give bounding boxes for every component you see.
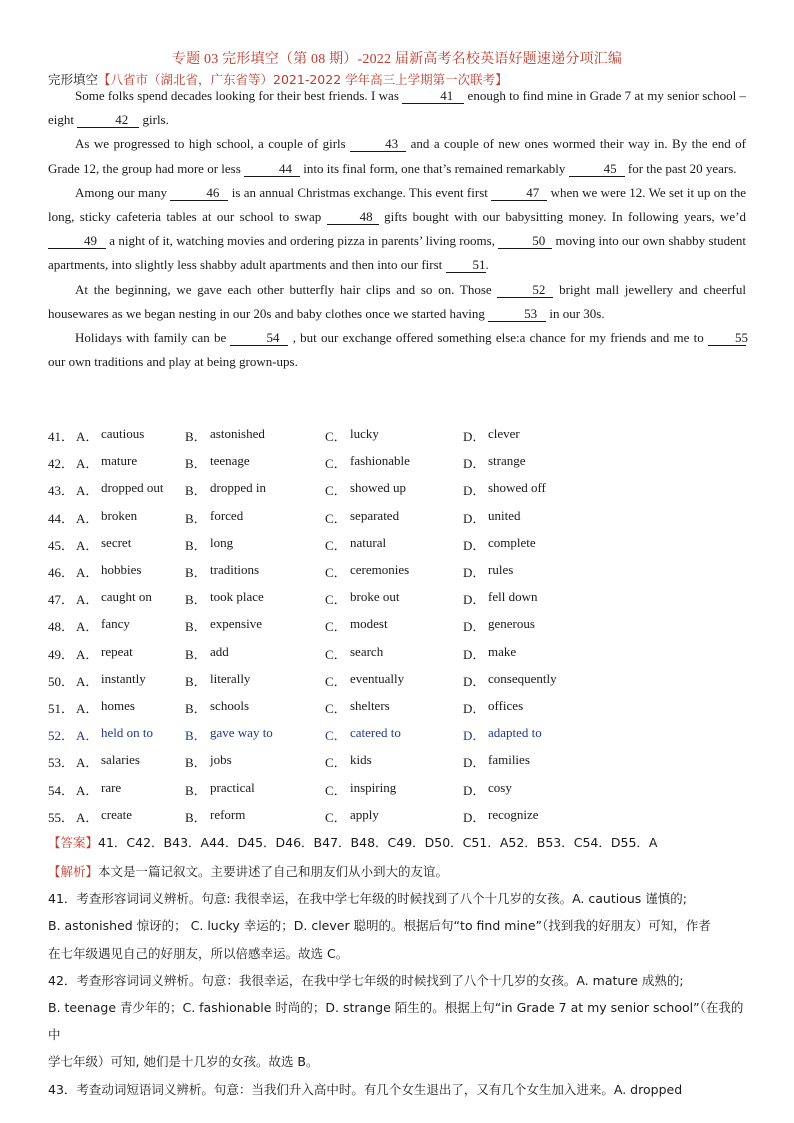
option-letter: D． — [463, 809, 486, 825]
option-c — [325, 480, 463, 499]
option-letter: D． — [463, 728, 486, 744]
option-a — [48, 671, 185, 690]
option-text: took place — [210, 589, 264, 605]
passage-text: Some folks spend decades looking for their best friends. I was — [75, 88, 399, 103]
option-a — [48, 535, 185, 554]
option-letter: A． — [76, 700, 99, 716]
paragraph-1 — [48, 84, 746, 132]
option-letter: B． — [185, 537, 207, 553]
question-number: 45． — [48, 537, 75, 553]
option-b — [185, 644, 325, 663]
question-number: 50． — [48, 673, 75, 689]
passage-text: into its final form, one that’s remained remarkably — [303, 160, 566, 176]
option-letter: B． — [185, 809, 207, 825]
option-text: showed up — [350, 480, 406, 496]
option-text: strange — [488, 453, 526, 469]
option-a — [48, 807, 185, 826]
page-title: 专题 03 完形填空（第 08 期）-2022 届新高考名校英语好题速递分项汇编 — [171, 52, 623, 67]
passage-text: a night of it, watching movies and ordering pizza in parents’ living rooms, — [109, 233, 495, 249]
option-a — [48, 644, 185, 663]
blank-49: 49 — [48, 234, 106, 249]
option-text: long — [210, 534, 234, 550]
option-letter: C． — [325, 755, 347, 771]
option-letter: C． — [325, 456, 347, 472]
option-text: showed off — [488, 480, 546, 496]
option-c — [325, 752, 463, 771]
option-row — [48, 449, 746, 476]
question-number: 47． — [48, 592, 75, 608]
option-text: adapted to — [488, 725, 542, 741]
passage-text: , but our exchange offered something else:a chance for my friends and me to — [292, 330, 704, 346]
blank-47: 47 — [491, 186, 547, 201]
question-number: 51． — [48, 700, 75, 716]
option-letter: D． — [463, 429, 486, 445]
analysis-line: 42．考查形容词词义辨析。句意：我很幸运，在我中学七年级的时候找到了八个十几岁的女孩。A. mature 成熟的; — [48, 972, 684, 988]
option-row — [48, 476, 746, 503]
option-d — [463, 616, 663, 635]
passage-text: for the past 20 years. — [627, 160, 737, 176]
option-text: create — [101, 806, 133, 822]
question-number: 49． — [48, 646, 75, 662]
analysis-line: B. astonished 惊讶的； C. lucky 幸运的；D. clever 聪明的。根据后句“to find mine”（找到我的好朋友）可知，作者 — [48, 918, 711, 934]
option-d — [463, 480, 663, 499]
option-b — [185, 616, 325, 635]
option-text: schools — [210, 697, 249, 713]
blank-44: 44 — [244, 162, 300, 177]
option-text: offices — [488, 697, 524, 713]
option-letter: C． — [325, 565, 347, 581]
paragraph-3 — [48, 181, 746, 278]
option-text: apply — [350, 806, 379, 822]
option-text: instantly — [101, 670, 146, 686]
option-text: held on to — [101, 725, 153, 741]
question-number: 44． — [48, 510, 75, 526]
option-letter: B． — [185, 673, 207, 689]
blank-46: 46 — [170, 186, 228, 201]
blank-55: 55 — [708, 331, 746, 346]
option-letter: A． — [76, 782, 99, 798]
option-letter: D． — [463, 755, 486, 771]
option-d — [463, 807, 663, 826]
option-letter: A． — [76, 809, 99, 825]
option-c — [325, 535, 463, 554]
section-label: 完形填空 — [48, 72, 99, 87]
option-text: salaries — [101, 752, 140, 768]
option-b — [185, 807, 325, 826]
option-letter: A． — [76, 537, 99, 553]
option-c — [325, 807, 463, 826]
option-letter: D． — [463, 619, 486, 635]
option-text: gave way to — [210, 725, 273, 741]
option-text: make — [488, 643, 517, 659]
option-letter: D． — [463, 592, 486, 608]
option-text: separated — [350, 507, 400, 523]
option-letter: B． — [185, 700, 207, 716]
option-letter: D． — [463, 565, 486, 581]
option-d — [463, 426, 663, 445]
analysis-line: B. teenage 青少年的；C. fashionable 时尚的；D. strange 陌生的。根据上句“in Grade 7 at my senior school”（在我的中 — [48, 1000, 744, 1043]
option-text: fancy — [101, 616, 130, 632]
option-text: ceremonies — [350, 562, 410, 578]
option-a — [48, 480, 185, 499]
option-letter: D． — [463, 646, 486, 662]
option-letter: A． — [76, 483, 99, 499]
option-text: cautious — [101, 426, 145, 442]
option-text: united — [488, 507, 521, 523]
option-b — [185, 426, 325, 445]
option-letter: C． — [325, 646, 347, 662]
passage-text: Holidays with family can be — [75, 330, 227, 346]
option-text: secret — [101, 534, 132, 550]
option-b — [185, 562, 325, 581]
option-letter: D． — [463, 456, 486, 472]
option-letter: D． — [463, 782, 486, 798]
option-a — [48, 752, 185, 771]
option-b — [185, 752, 325, 771]
option-b — [185, 725, 325, 744]
question-number: 54． — [48, 782, 75, 798]
option-text: mature — [101, 453, 138, 469]
analysis-line: 学七年级）可知, 她们是十几岁的女孩。故选 B。 — [48, 1054, 319, 1070]
option-c — [325, 780, 463, 799]
option-letter: A． — [76, 592, 99, 608]
option-letter: B． — [185, 728, 207, 744]
question-number: 41． — [48, 429, 75, 445]
option-letter: A． — [76, 646, 99, 662]
option-letter: D． — [463, 537, 486, 553]
passage-text: moving into our own shabby student apartments, into slightly less shabby adult apartments and then into our first — [48, 233, 746, 273]
passage-text: our own traditions and play at being grown-ups. — [48, 354, 298, 370]
analysis-tag: 【解析】 — [48, 864, 99, 879]
analysis-line: 在七年级遇见自己的好朋友，所以倍感幸运。故选 C。 — [48, 945, 349, 961]
blank-51: 51 — [446, 258, 486, 273]
blank-54: 54 — [230, 331, 288, 346]
option-letter: B． — [185, 429, 207, 445]
option-letter: D． — [463, 483, 486, 499]
option-letter: D． — [463, 700, 486, 716]
option-letter: A． — [76, 510, 99, 526]
option-c — [325, 698, 463, 717]
option-text: shelters — [350, 697, 390, 713]
option-text: dropped in — [210, 480, 266, 496]
option-letter: A． — [76, 755, 99, 771]
option-text: hobbies — [101, 562, 142, 578]
option-b — [185, 453, 325, 472]
option-text: search — [350, 643, 384, 659]
analysis-line: 41．考查形容词词义辨析。句意: 我很幸运，在我中学七年级的时候找到了八个十几岁的女孩。A. cautious 谨慎的; — [48, 891, 687, 907]
passage-text: As we progressed to high school, a couple of girls — [75, 136, 346, 152]
option-b — [185, 508, 325, 527]
option-text: modest — [350, 616, 388, 632]
option-text: traditions — [210, 562, 260, 578]
blank-45: 45 — [569, 162, 625, 177]
option-d — [463, 453, 663, 472]
passage-text: in our 30s. — [549, 305, 605, 321]
option-a — [48, 698, 185, 717]
blank-43: 43 — [350, 137, 406, 152]
passage-text: bright mall jewellery and cheerful housewares as we began nesting in our 20s and baby clothes once we started having — [48, 281, 747, 321]
option-letter: A． — [76, 619, 99, 635]
option-d — [463, 671, 663, 690]
option-text: lucky — [350, 426, 379, 442]
option-letter: C． — [325, 537, 347, 553]
question-number: 43． — [48, 483, 75, 499]
passage-text: enough to find mine in Grade 7 at my senior school –eight — [48, 88, 747, 128]
option-a — [48, 453, 185, 472]
analysis-section — [48, 858, 748, 1103]
option-row — [48, 667, 746, 694]
option-letter: D． — [463, 510, 486, 526]
option-text: fashionable — [350, 453, 410, 469]
option-letter: C． — [325, 782, 347, 798]
option-a — [48, 562, 185, 581]
option-row — [48, 558, 746, 585]
option-a — [48, 780, 185, 799]
option-text: literally — [210, 670, 251, 686]
option-letter: C． — [325, 483, 347, 499]
question-number: 48． — [48, 619, 75, 635]
option-letter: B． — [185, 619, 207, 635]
option-letter: C． — [325, 728, 347, 744]
passage-text: gifts bought with our babysitting money. In following years, we’d — [384, 209, 747, 225]
question-number: 53． — [48, 755, 75, 771]
option-text: cosy — [488, 779, 512, 795]
option-row — [48, 775, 746, 802]
blank-52: 52 — [497, 283, 553, 298]
passage-text: when we were 12. We set it up on the long, sticky cafeteria tables at our school to swap — [48, 184, 747, 225]
option-b — [185, 698, 325, 717]
option-letter: C． — [325, 809, 347, 825]
option-c — [325, 725, 463, 744]
option-text: recognize — [488, 806, 539, 822]
option-text: rare — [101, 779, 122, 795]
option-letter: A． — [76, 456, 99, 472]
option-a — [48, 426, 185, 445]
option-letter: B． — [185, 456, 207, 472]
option-c — [325, 562, 463, 581]
passage-text: Among our many — [75, 184, 167, 200]
option-text: broke out — [350, 589, 400, 605]
option-text: astonished — [210, 426, 265, 442]
option-text: catered to — [350, 725, 401, 741]
option-text: rules — [488, 562, 514, 578]
option-letter: B． — [185, 782, 207, 798]
option-text: broken — [101, 507, 138, 523]
answer-key — [48, 832, 746, 854]
option-text: teenage — [210, 453, 250, 469]
option-row — [48, 585, 746, 612]
option-a — [48, 589, 185, 608]
option-row — [48, 531, 746, 558]
option-letter: B． — [185, 483, 207, 499]
option-letter: C． — [325, 619, 347, 635]
option-letter: A． — [76, 429, 99, 445]
option-row — [48, 694, 746, 721]
option-text: repeat — [101, 643, 133, 659]
option-text: reform — [210, 806, 246, 822]
option-text: dropped out — [101, 480, 164, 496]
passage-text: and a couple of new ones wormed their way in. By the end of Grade 12, the group had more or less — [48, 136, 747, 176]
option-text: generous — [488, 616, 535, 632]
option-row — [48, 803, 746, 830]
question-number: 52． — [48, 728, 75, 744]
option-c — [325, 589, 463, 608]
option-text: complete — [488, 534, 536, 550]
option-text: homes — [101, 697, 135, 713]
option-letter: B． — [185, 565, 207, 581]
option-text: natural — [350, 534, 387, 550]
passage-text: At the beginning, we gave each other butterfly hair clips and so on. Those — [75, 281, 492, 297]
option-c — [325, 671, 463, 690]
options-list — [48, 422, 746, 830]
cloze-passage — [48, 84, 746, 374]
option-d — [463, 589, 663, 608]
option-d — [463, 752, 663, 771]
option-letter: B． — [185, 755, 207, 771]
blank-53: 53 — [488, 307, 546, 322]
option-d — [463, 698, 663, 717]
option-letter: B． — [185, 646, 207, 662]
option-d — [463, 535, 663, 554]
option-letter: B． — [185, 592, 207, 608]
blank-42: 42 — [77, 113, 139, 128]
question-number: 55． — [48, 809, 75, 825]
option-row — [48, 504, 746, 531]
question-number: 46． — [48, 565, 75, 581]
option-text: caught on — [101, 589, 152, 605]
passage-text: girls. — [142, 112, 169, 128]
option-text: kids — [350, 752, 372, 768]
option-text: families — [488, 752, 530, 768]
option-c — [325, 644, 463, 663]
option-letter: D． — [463, 673, 486, 689]
option-letter: C． — [325, 510, 347, 526]
option-d — [463, 780, 663, 799]
option-text: consequently — [488, 670, 557, 686]
option-c — [325, 508, 463, 527]
analysis-intro — [48, 858, 748, 885]
option-row — [48, 721, 746, 748]
option-letter: C． — [325, 592, 347, 608]
option-d — [463, 644, 663, 663]
option-c — [325, 426, 463, 445]
option-text: expensive — [210, 616, 262, 632]
option-text: inspiring — [350, 779, 397, 795]
option-text: eventually — [350, 670, 405, 686]
option-letter: A． — [76, 565, 99, 581]
option-d — [463, 725, 663, 744]
option-letter: C． — [325, 700, 347, 716]
option-letter: C． — [325, 429, 347, 445]
paragraph-2 — [48, 132, 746, 180]
blank-41: 41 — [402, 89, 464, 104]
option-d — [463, 508, 663, 527]
option-a — [48, 725, 185, 744]
option-a — [48, 508, 185, 527]
option-c — [325, 453, 463, 472]
passage-text: is an annual Christmas exchange. This event first — [231, 184, 488, 200]
paragraph-5 — [48, 326, 746, 374]
blank-50: 50 — [498, 234, 552, 249]
option-b — [185, 589, 325, 608]
option-row — [48, 612, 746, 639]
option-letter: B． — [185, 510, 207, 526]
option-text: clever — [488, 426, 520, 442]
exam-source: 【八省市（湖北省，广东省等）2021-2022 学年高三上学期第一次联考】 — [98, 72, 508, 87]
option-text: jobs — [210, 752, 232, 768]
option-text: forced — [210, 507, 244, 523]
option-b — [185, 535, 325, 554]
answer-text: 41．C42．B43．A44．D45．D46．B47．B48．C49．D50．C51．A52．B53．C54．D55．A — [98, 835, 658, 850]
option-letter: C． — [325, 673, 347, 689]
option-b — [185, 780, 325, 799]
analysis-intro-text: 本文是一篇记叙文。主要讲述了自己和朋友们从小到大的友谊。 — [98, 864, 449, 879]
option-b — [185, 480, 325, 499]
option-d — [463, 562, 663, 581]
option-b — [185, 671, 325, 690]
question-number: 42． — [48, 456, 75, 472]
analysis-line: 43．考查动词短语词义辨析。句意：当我们升入高中时。有几个女生退出了，又有几个女生加入进来。A. dropped — [48, 1081, 683, 1097]
option-row — [48, 748, 746, 775]
blank-48: 48 — [327, 210, 379, 225]
option-row — [48, 640, 746, 667]
option-text: fell down — [488, 589, 538, 605]
option-a — [48, 616, 185, 635]
option-text: add — [210, 643, 229, 659]
passage-text: . — [485, 257, 489, 273]
option-letter: A． — [76, 728, 99, 744]
option-c — [325, 616, 463, 635]
option-letter: A． — [76, 673, 99, 689]
option-row — [48, 422, 746, 449]
paragraph-4 — [48, 278, 746, 326]
answer-tag: 【答案】 — [48, 835, 99, 850]
option-text: practical — [210, 779, 255, 795]
